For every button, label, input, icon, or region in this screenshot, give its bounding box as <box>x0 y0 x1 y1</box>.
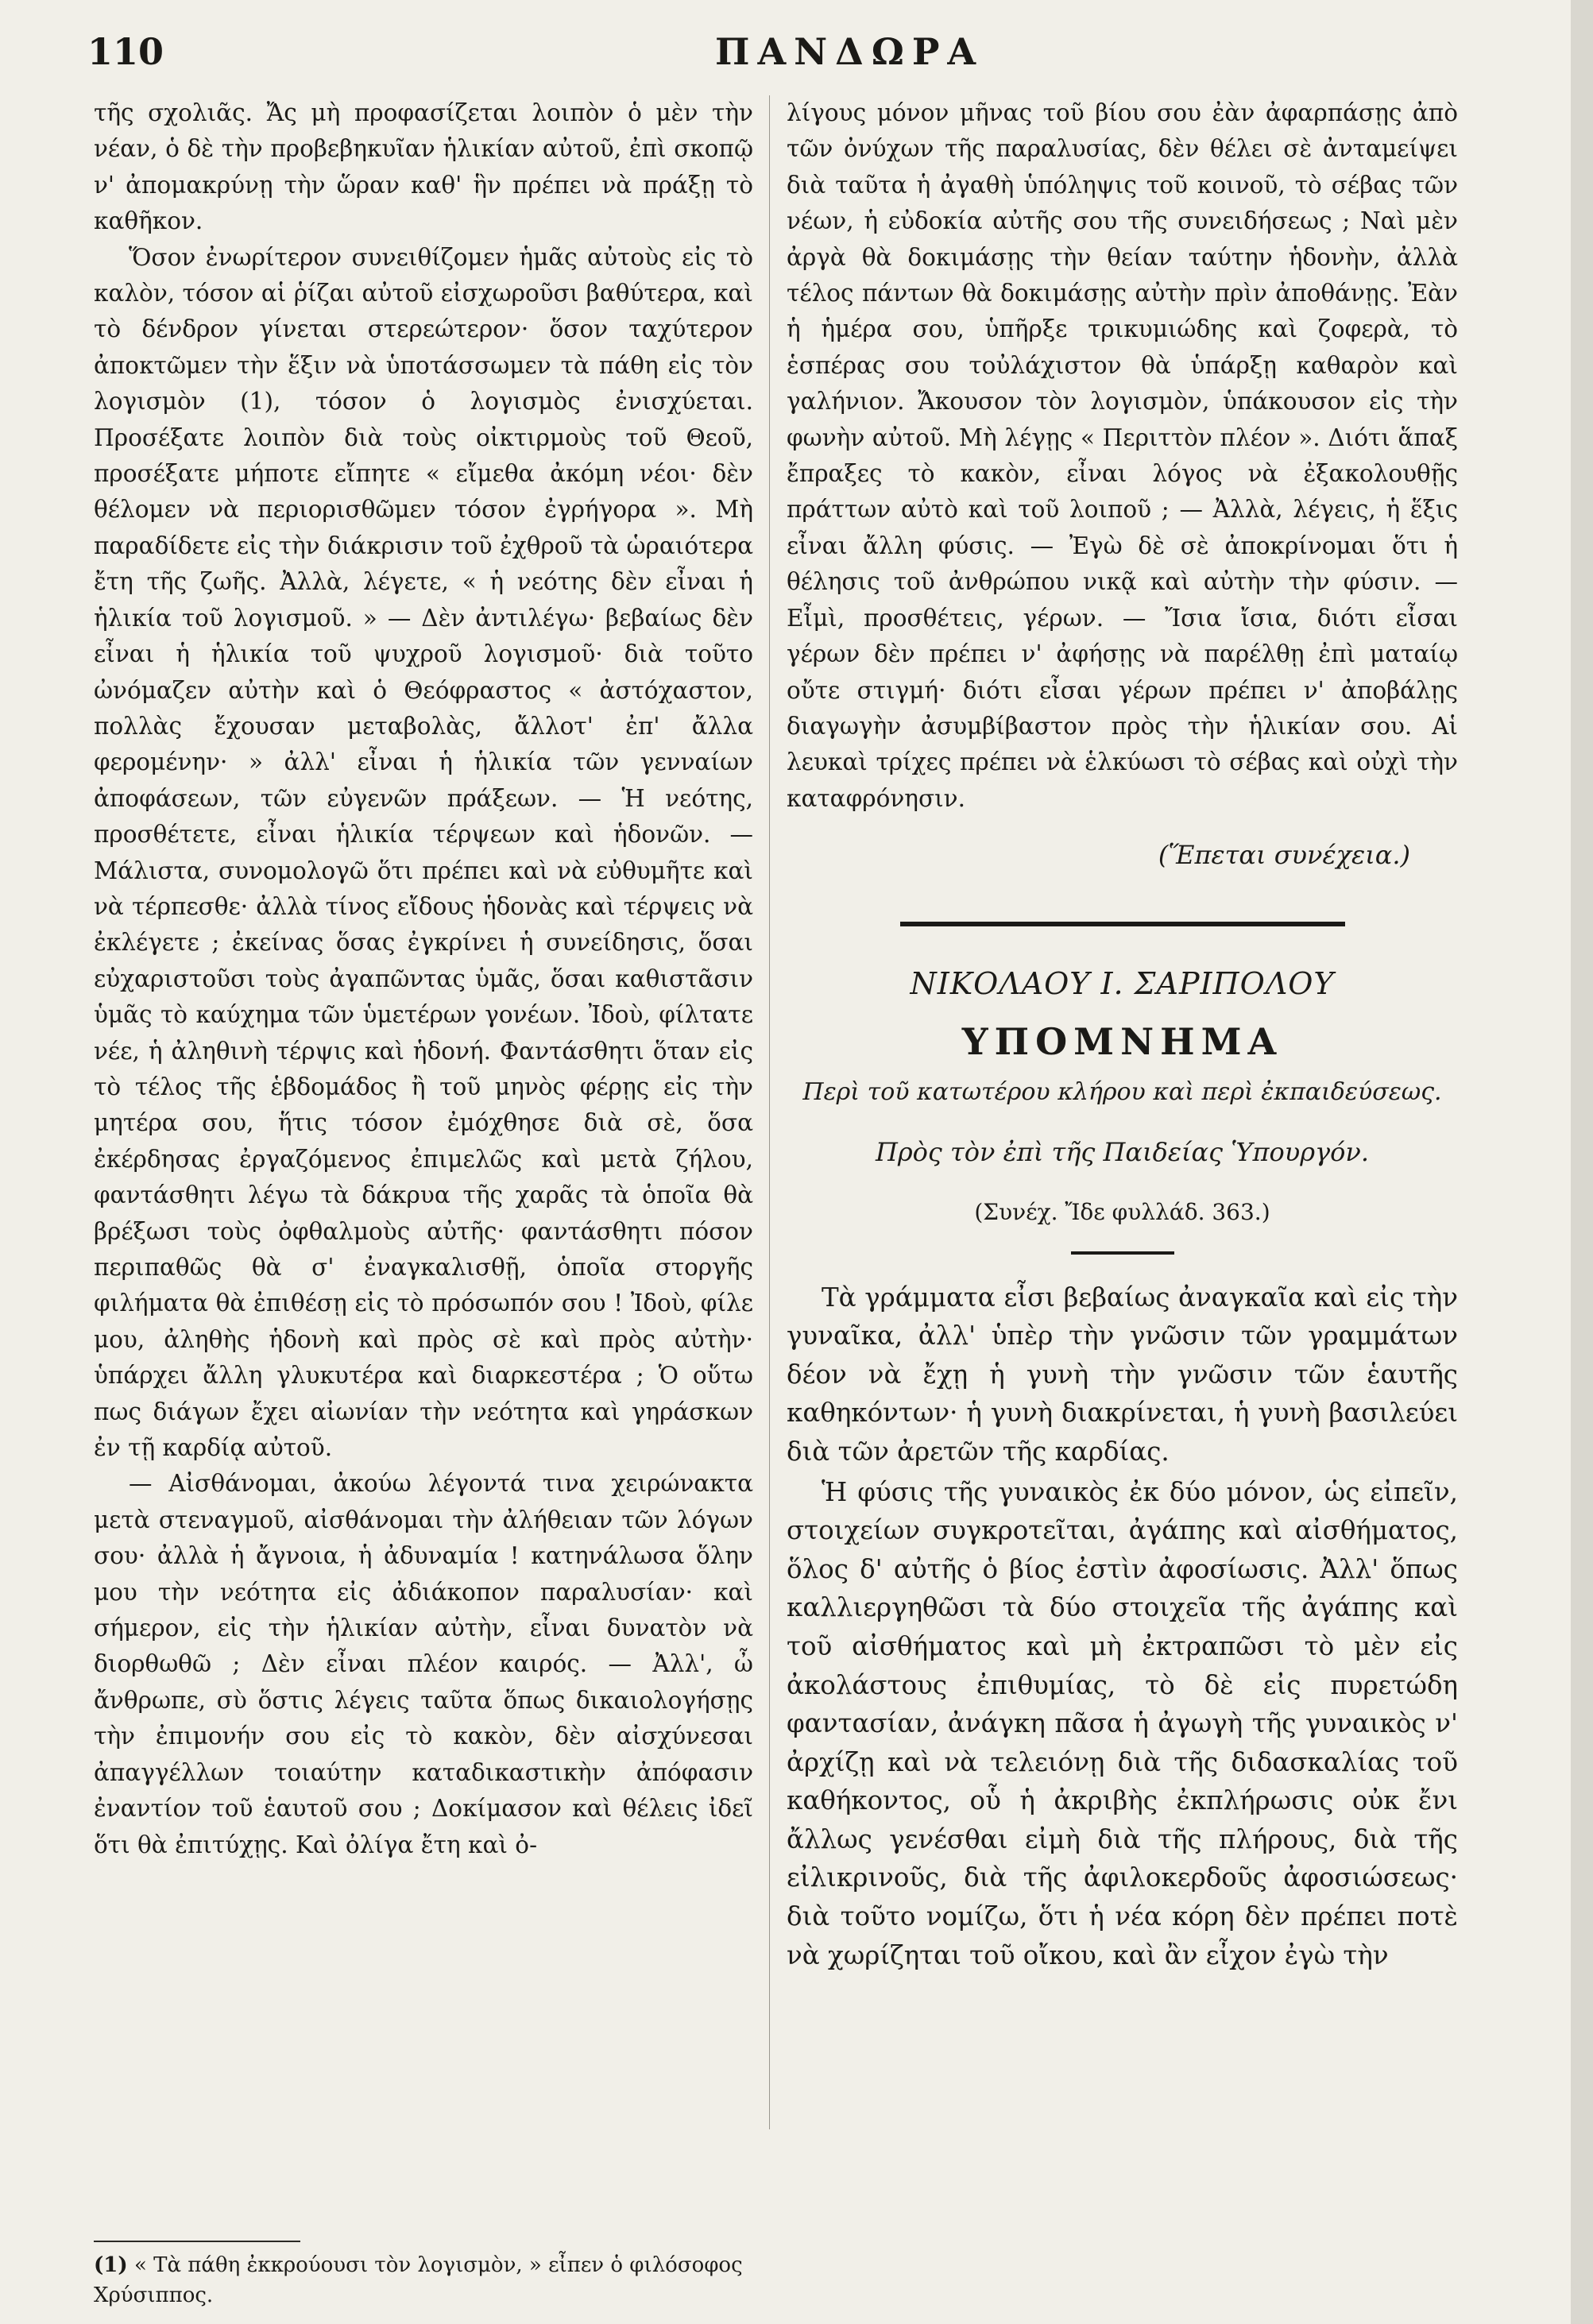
left-paragraph-2: Ὅσον ἐνωρίτερον συνειθίζομεν ἡμᾶς αὐτοὺς εἰς τὸ καλὸν, τόσον αἱ ῥίζαι αὐτοῦ εἰσχωροῦσι βαθύτερα, καὶ τὸ δένδρον γίνεται στερεώτερον· ὅσον ταχύτερον ἀποκτῶμεν τὴν ἕξιν νὰ ὑποτάσσωμεν τὰ πάθη εἰς τὸν λογισμὸν (1), τόσον ὁ λογισμὸς ἐνισχύεται. Προσέξατε λοιπὸν διὰ τοὺς οἰκτιρμοὺς τοῦ Θεοῦ, προσέξατε μήποτε εἴπητε « εἴμεθα ἀκόμη νέοι· δὲν θέλομεν νὰ περιορισθῶμεν τόσον ἐγρήγορα ». Μὴ παραδίδετε εἰς τὴν διάκρισιν τοῦ ἐχθροῦ τὰ ὡραιότερα ἔτη τῆς ζωῆς. Ἀλλὰ, λέγετε, « ἡ νεότης δὲν εἶναι ἡ ἡλικία τοῦ λογισμοῦ. » — Δὲν ἀντιλέγω· βεβαίως δὲν εἶναι ἡ ἡλικία τοῦ ψυχροῦ λογισμοῦ· διὰ τοῦτο ὠνόμαζεν αὐτὴν καὶ ὁ Θεόφραστος « ἀστόχαστον, πολλὰς ἔχουσαν μεταβολὰς, ἄλλοτ' ἐπ' ἄλλα φερομένην· » ἀλλ' εἶναι ἡ ἡλικία τῶν γενναίων ἀποφάσεων, τῶν εὐγενῶν πράξεων. — Ἡ νεότης, προσθέτετε, εἶναι ἡλικία τέρψεων καὶ ἡδονῶν. — Μάλιστα, συνομολογῶ ὅτι πρέπει καὶ νὰ εὐθυμῆτε καὶ νὰ τέρπεσθε· ἀλλὰ τίνος εἴδους ἡδονὰς καὶ τέρψεις νὰ ἐκλέγετε ; ἐκείνας ὅσας ἐγκρίνει ἡ συνείδησις, ὅσαι εὐχαριστοῦσι τοὺς ἀγαπῶντας ὑμᾶς, ὅσαι καθιστᾶσιν ὑμᾶς τὸ καύχημα τῶν ὑμετέρων γονέων. Ἰδοὺ, φίλτατε νέε, ἡ ἀληθινὴ τέρψις καὶ ἡδονή. Φαντάσθητι ὅταν εἰς τὸ τέλος τῆς ἑβδομάδος ἢ τοῦ μηνὸς φέρῃς εἰς τὴν μητέρα σου, ἥτις τόσον ἐμόχθησε διὰ σὲ, ὅσα ἐκέρδησας ἐργαζόμενος ἐπιμελῶς καὶ μετὰ ζήλου, φαντάσθητι λέγω τὰ δάκρυα τῆς χαρᾶς τὰ ὁποῖα θὰ βρέξωσι τοὺς ὀφθαλμοὺς αὐτῆς· φαντάσθητι πόσον περιπαθῶς θὰ σ' ἐναγκαλισθῇ, ὁποῖα στοργῆς φιλήματα θὰ ἐπιθέσῃ εἰς τὸ πρόσωπόν σου ! Ἰδοὺ, φίλε μου, ἀληθὴς ἡδονὴ καὶ πρὸς σὲ καὶ πρὸς αὐτὴν· ὑπάρχει ἄλλη γλυκυτέρα καὶ διαρκεστέρα ; Ὁ οὕτω πως διάγων ἔχει αἰωνίαν τὴν νεότητα καὶ γηράσκων ἐν τῇ καρδίᾳ αὐτοῦ. <box>94 243 753 1462</box>
column-divider <box>769 95 770 2129</box>
footnote-rule <box>94 2241 300 2242</box>
left-column <box>94 95 753 1863</box>
footnote-text: « Τὰ πάθη ἐκκρούουσι τὸν λογισμὸν, » εἶπεν ὁ φιλόσοφος Χρύσιππος. <box>94 2253 743 2307</box>
article-title: ΥΠΟΜΝΗΜΑ <box>961 1019 1283 1063</box>
article-author: ΝΙΚΟΛΑΟΥ Ι. ΣΑΡΙΠΟΛΟΥ <box>910 965 1335 1001</box>
journal-title: ΠΑΝΔΩΡΑ <box>715 30 984 73</box>
section-rule <box>900 922 1345 926</box>
article-body <box>787 1278 1458 1975</box>
left-paragraph-1: τῆς σχολιᾶς. Ἄς μὴ προφασίζεται λοιπὸν ὁ μὲν τὴν νέαν, ὁ δὲ τὴν προβεβηκυῖαν ἡλικίαν αὐτοῦ, ἐπὶ σκοπῷ ν' ἀπομακρύνῃ τὴν ὥραν καθ' ἣν πρέπει νὰ πράξῃ τὸ καθῆκον. <box>94 99 753 235</box>
left-paragraph-3: — Αἰσθάνομαι, ἀκούω λέγοντά τινα χειρώνακτα μετὰ στεναγμοῦ, αἰσθάνομαι τὴν ἀλήθειαν τῶν λόγων σου· ἀλλὰ ἡ ἄγνοια, ἡ ἀδυναμία ! κατηνάλωσα ὅλην μου τὴν νεότητα εἰς ἀδιάκοπον παραλυσίαν· καὶ σήμερον, εἰς τὴν ἡλικίαν αὐτὴν, εἶναι δυνατὸν νὰ διορθωθῶ ; Δὲν εἶναι πλέον καιρός. — Ἀλλ', ὦ ἄνθρωπε, σὺ ὅστις λέγεις ταῦτα ὅπως δικαιολογήσῃς τὴν ἐπιμονήν σου εἰς τὸ κακὸν, δὲν αἰσχύνεσαι ἀπαγγέλλων τοιαύτην καταδικαστικὴν ἀπόφασιν ἐναντίον τοῦ ἑαυτοῦ σου ; Δοκίμασον καὶ θέλεις ἰδεῖ ὅτι θὰ ἐπιτύχῃς. Καὶ ὀλίγα ἔτη καὶ ὀ- <box>94 1470 753 1858</box>
continuation-note: (Συνέχ. Ἴδε φυλλάδ. 363.) <box>974 1199 1270 1226</box>
page-number: 110 <box>87 30 164 73</box>
right-paragraph-1: λίγους μόνον μῆνας τοῦ βίου σου ἐὰν ἀφαρπάσῃς ἀπὸ τῶν ὀνύχων τῆς παραλυσίας, δὲν θέλει σὲ ἀνταμείψει διὰ ταῦτα ἡ ἀγαθὴ ὑπόληψις τοῦ κοινοῦ, τὸ σέβας τῶν νέων, ἡ εὐδοκία αὐτῆς σου τῆς συνειδήσεως ; Ναὶ μὲν ἀργὰ θὰ δοκιμάσῃς τὴν θείαν ταύτην ἡδονὴν, ἀλλὰ τέλος πάντων θὰ δοκιμάσῃς αὐτὴν πρὶν ἀποθάνῃς. Ἐὰν ἡ ἡμέρα σου, ὑπῆρξε τρικυμιώδης καὶ ζοφερὰ, τὸ ἑσπέρας σου τοὐλάχιστον θὰ ὑπάρξῃ καθαρὸν καὶ γαλήνιον. Ἄκουσον τὸν λογισμὸν, ὑπάκουσον εἰς τὴν φωνὴν αὐτοῦ. Μὴ λέγῃς « Περιττὸν πλέον ». Διότι ἅπαξ ἔπραξες τὸ κακὸν, εἶναι λόγος νὰ ἐξακολουθῇς πράττων αὐτὸ καὶ τοῦ λοιποῦ ; — Ἀλλὰ, λέγεις, ἡ ἕξις εἶναι ἄλλη φύσις. — Ἐγὼ δὲ σὲ ἀποκρίνομαι ὅτι ἡ θέλησις τοῦ ἀνθρώπου νικᾷ καὶ αὐτὴν τὴν φύσιν. — Εἶμὶ, προσθέτεις, γέρων. — Ἴσια ἴσια, διότι εἶσαι γέρων δὲν πρέπει ν' ἀφήσῃς νὰ παρέλθῃ ἐπὶ ματαίῳ οὔτε στιγμή· διότι εἶσαι γέρων πρέπει ν' ἀποβάλῃς διαγωγὴν ἀσυμβίβαστον πρὸς τὴν ἡλικίαν σου. Αἱ λευκαὶ τρίχες πρέπει νὰ ἑλκύωσι τὸ σέβας καὶ οὐχὶ τὴν καταφρόνησιν. <box>787 99 1458 812</box>
footnote <box>94 2250 753 2310</box>
article-paragraph-1: Τὰ γράμματα εἶσι βεβαίως ἀναγκαῖα καὶ εἰς τὴν γυναῖκα, ἀλλ' ὑπὲρ τὴν γνῶσιν τῶν γραμμάτων δέον νὰ ἔχῃ ἡ γυνὴ τὴν γνῶσιν τῶν ἑαυτῆς καθηκόντων· ἡ γυνὴ διακρίνεται, ἡ γυνὴ βασιλεύει διὰ τῶν ἀρετῶν τῆς καρδίας. <box>787 1282 1458 1467</box>
short-rule <box>1071 1251 1174 1255</box>
to-be-continued: (Ἕπεται συνέχεια.) <box>1158 840 1410 871</box>
running-header <box>87 30 1462 86</box>
footnote-mark: (1) <box>94 2253 128 2277</box>
article-subtitle: Περὶ τοῦ κατωτέρου κλήρου καὶ περὶ ἐκπαιδεύσεως. <box>802 1078 1442 1107</box>
page-edge-shadow <box>1571 0 1593 2324</box>
right-column <box>787 95 1458 1974</box>
article-addressee: Πρὸς τὸν ἐπὶ τῆς Παιδείας Ὑπουργόν. <box>875 1136 1370 1167</box>
article-paragraph-2: Ἡ φύσις τῆς γυναικὸς ἐκ δύο μόνον, ὡς εἰπεῖν, στοιχείων συγκροτεῖται, ἀγάπης καὶ αἰσθήματος, ὅλος δ' αὐτῆς ὁ βίος ἐστὶν ἀφοσίωσις. Ἀλλ' ὅπως καλλιεργηθῶσι τὰ δύο στοιχεῖα τῆς ἀγάπης καὶ τοῦ αἰσθήματος καὶ μὴ ἐκτραπῶσι τὸ μὲν εἰς ἀκολάστους ἐπιθυμίας, τὸ δὲ εἰς πυρετώδη φαντασίαν, ἀνάγκη πᾶσα ἡ ἀγωγὴ τῆς γυναικὸς ν' ἀρχίζῃ καὶ νὰ τελειόνῃ διὰ τῆς διδασκαλίας τοῦ καθήκοντος, οὗ ἡ ἀκριβὴς ἐκπλήρωσις οὐκ ἔνι ἄλλως γενέσθαι εἰμὴ διὰ τῆς πλήρους, διὰ τῆς εἰλικρινοῦς, διὰ τῆς ἀφιλοκερδοῦς ἀφοσιώσεως· διὰ τοῦτο νομίζω, ὅτι ἡ νέα κόρη δὲν πρέπει ποτὲ νὰ χωρίζηται τοῦ οἴκου, καὶ ἂν εἶχον ἐγὼ τὴν <box>787 1476 1458 1970</box>
